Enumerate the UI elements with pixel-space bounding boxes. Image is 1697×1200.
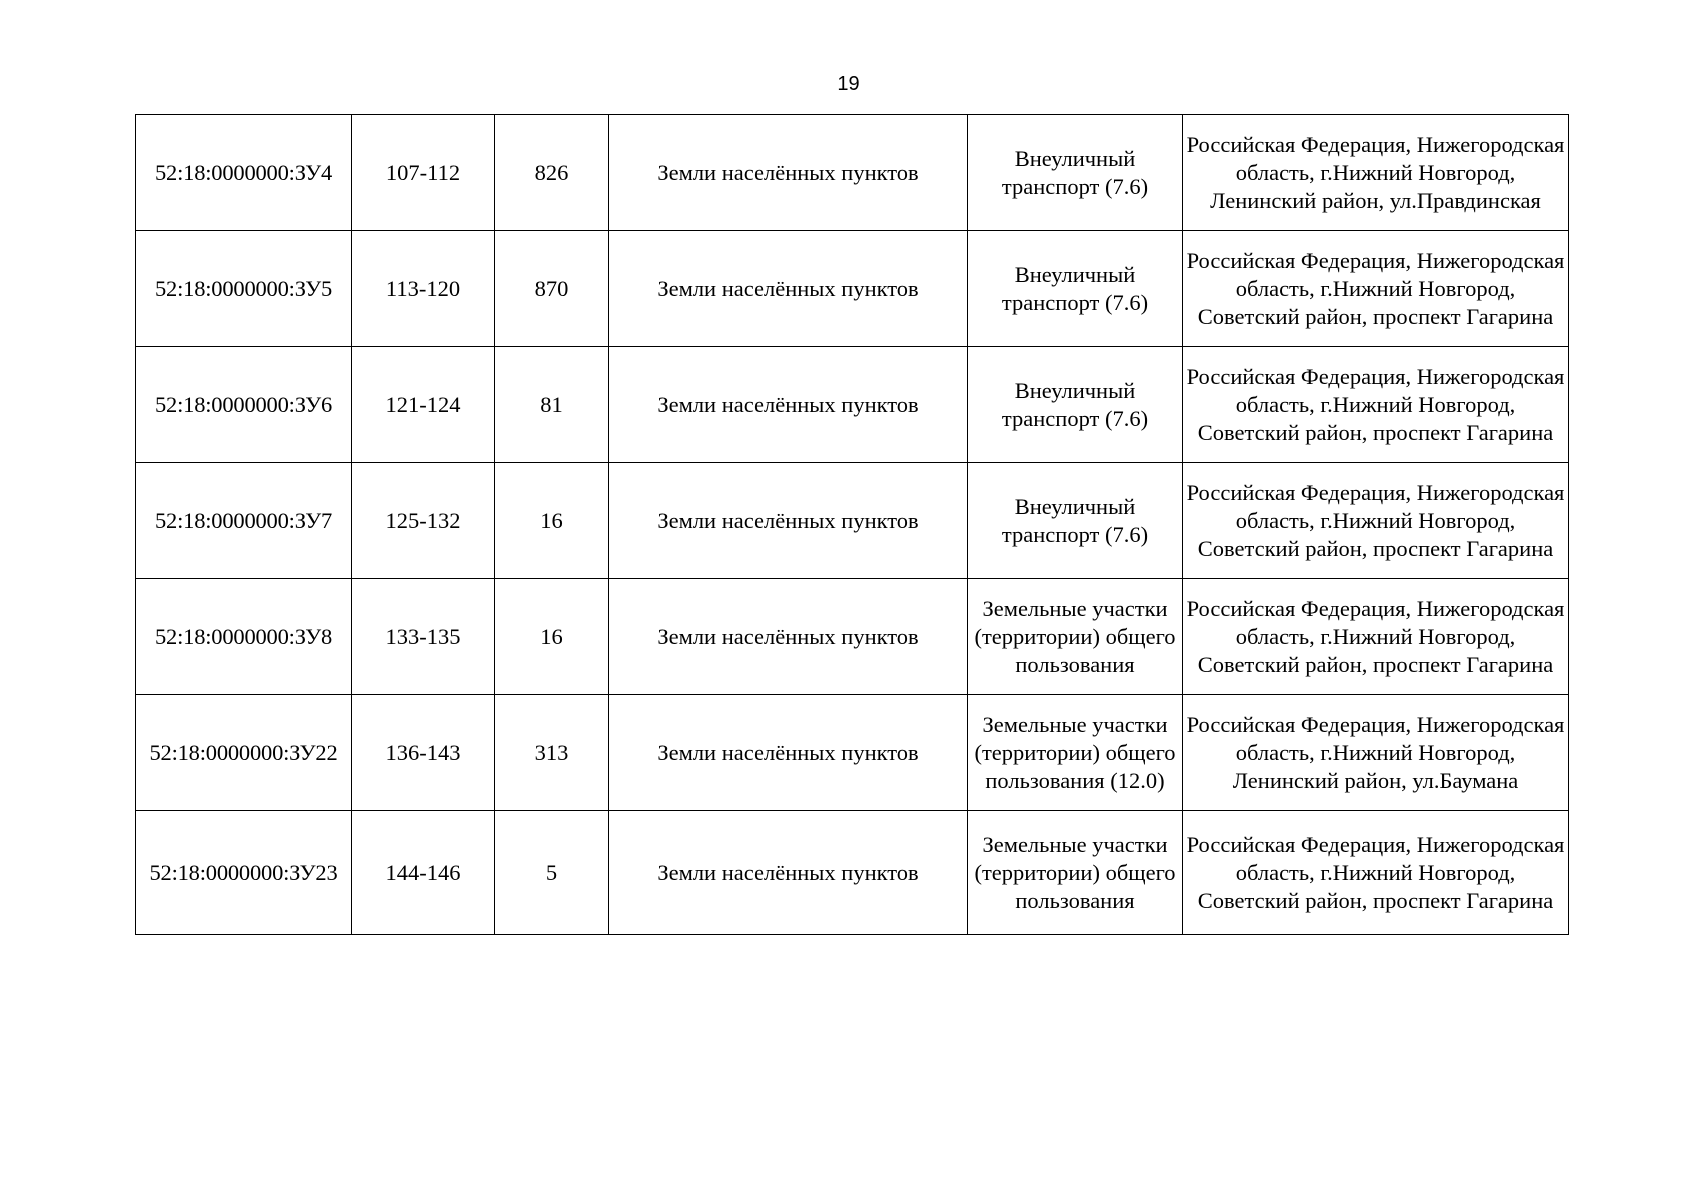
- points-cell: 113-120: [352, 231, 495, 347]
- table-row: [136, 695, 1569, 811]
- area-cell: 16: [495, 579, 609, 695]
- points-cell: 144-146: [352, 811, 495, 935]
- cadastral-number-cell: 52:18:0000000:ЗУ4: [136, 115, 352, 231]
- area-cell: 826: [495, 115, 609, 231]
- cadastral-number-cell: 52:18:0000000:ЗУ6: [136, 347, 352, 463]
- land-category-cell: Земли населённых пунктов: [609, 579, 968, 695]
- land-category-cell: Земли населённых пунктов: [609, 695, 968, 811]
- points-cell: 121-124: [352, 347, 495, 463]
- permitted-use-cell: Внеуличный транспорт (7.6): [968, 347, 1183, 463]
- table-row: [136, 579, 1569, 695]
- permitted-use-cell: Внеуличный транспорт (7.6): [968, 115, 1183, 231]
- address-cell: Российская Федерация, Нижегородская область, г.Нижний Новгород, Советский район, проспект Гагарина: [1183, 811, 1569, 935]
- cadastral-number-cell: 52:18:0000000:ЗУ23: [136, 811, 352, 935]
- area-cell: 870: [495, 231, 609, 347]
- points-cell: 133-135: [352, 579, 495, 695]
- table-row: [136, 115, 1569, 231]
- land-category-cell: Земли населённых пунктов: [609, 347, 968, 463]
- cadastral-number-cell: 52:18:0000000:ЗУ7: [136, 463, 352, 579]
- permitted-use-cell: Земельные участки (территории) общего пользования (12.0): [968, 695, 1183, 811]
- area-cell: 16: [495, 463, 609, 579]
- address-cell: Российская Федерация, Нижегородская область, г.Нижний Новгород, Ленинский район, ул.Правдинская: [1183, 115, 1569, 231]
- land-category-cell: Земли населённых пунктов: [609, 231, 968, 347]
- address-cell: Российская Федерация, Нижегородская область, г.Нижний Новгород, Советский район, проспект Гагарина: [1183, 579, 1569, 695]
- table-row: [136, 231, 1569, 347]
- address-cell: Российская Федерация, Нижегородская область, г.Нижний Новгород, Советский район, проспект Гагарина: [1183, 463, 1569, 579]
- area-cell: 5: [495, 811, 609, 935]
- land-plots-table: [135, 114, 1569, 935]
- land-category-cell: Земли населённых пунктов: [609, 463, 968, 579]
- points-cell: 107-112: [352, 115, 495, 231]
- land-category-cell: Земли населённых пунктов: [609, 811, 968, 935]
- table-row: [136, 811, 1569, 935]
- page-number: 19: [837, 73, 860, 95]
- table-row: [136, 347, 1569, 463]
- permitted-use-cell: Внеуличный транспорт (7.6): [968, 231, 1183, 347]
- address-cell: Российская Федерация, Нижегородская область, г.Нижний Новгород, Советский район, проспект Гагарина: [1183, 231, 1569, 347]
- land-category-cell: Земли населённых пунктов: [609, 115, 968, 231]
- area-cell: 81: [495, 347, 609, 463]
- permitted-use-cell: Земельные участки (территории) общего пользования: [968, 579, 1183, 695]
- area-cell: 313: [495, 695, 609, 811]
- cadastral-number-cell: 52:18:0000000:ЗУ8: [136, 579, 352, 695]
- address-cell: Российская Федерация, Нижегородская область, г.Нижний Новгород, Советский район, проспект Гагарина: [1183, 347, 1569, 463]
- permitted-use-cell: Внеуличный транспорт (7.6): [968, 463, 1183, 579]
- permitted-use-cell: Земельные участки (территории) общего пользования: [968, 811, 1183, 935]
- cadastral-number-cell: 52:18:0000000:ЗУ22: [136, 695, 352, 811]
- table-row: [136, 463, 1569, 579]
- address-cell: Российская Федерация, Нижегородская область, г.Нижний Новгород, Ленинский район, ул.Баумана: [1183, 695, 1569, 811]
- cadastral-number-cell: 52:18:0000000:ЗУ5: [136, 231, 352, 347]
- points-cell: 136-143: [352, 695, 495, 811]
- points-cell: 125-132: [352, 463, 495, 579]
